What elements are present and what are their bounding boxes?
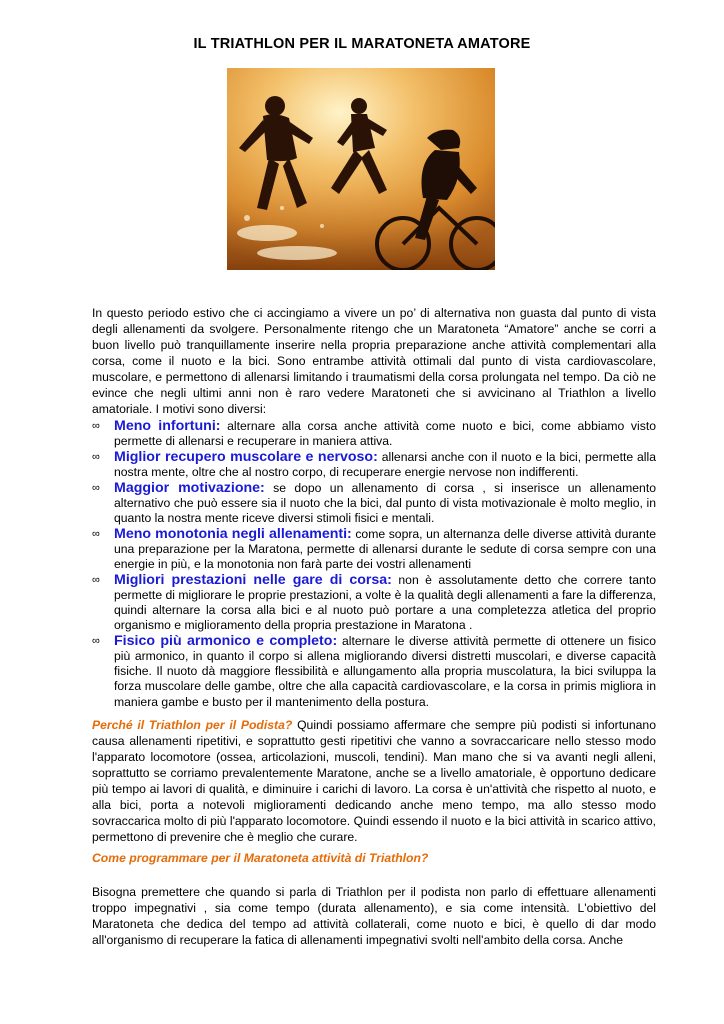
- why-paragraph: [92, 717, 656, 845]
- bullet-lead: Fisico più armonico e completo:: [114, 632, 338, 649]
- list-item: [92, 450, 656, 480]
- program-paragraph: Bisogna premettere che quando si parla di Triathlon per il podista non parlo di effettuare allenamenti troppo impegnativi , sia come tempo (durata allenamento), e sia come intensità. L'obiettivo del Maratoneta che dedica del tempo ad attività collaterali, come nuoto e bici, è quello di dar modo all'organismo di recuperare la fatica di allenamenti impegnativi svolti nell'ambito della corsa. Anche: [92, 885, 656, 947]
- bullet-lead: Meno monotonia negli allenamenti:: [114, 525, 352, 542]
- intro-paragraph: In questo periodo estivo che ci accingiamo a vivere un po’ di alternativa non guasta dal punto di vista degli allenamenti da svolgere. Personalmente ritengo che un Maratoneta “Amatore” anche se corri a buon livello può tranquillamente inserire nella propria preparazione anche attività complementari alla corsa, come il nuoto e la bici. Sono entrambe attività ottimali dal punto di vista cardiovascolare, muscolare, e permettono di allenarsi limitando i traumatismi della corsa prolungata nel tempo. Da ciò ne evince che negli ultimi anni non è raro vedere Maratoneti che si avvicinano al Triathlon a livello amatoriale. I motivi sono diversi:: [92, 306, 656, 416]
- infinity-bullet-icon: ∞: [92, 634, 100, 647]
- list-item: [92, 419, 656, 449]
- infinity-bullet-icon: ∞: [92, 450, 100, 463]
- program-heading: Come programmare per il Maratoneta attività di Triathlon?: [92, 851, 429, 865]
- list-item: [92, 634, 656, 710]
- bullet-lead: Maggior motivazione:: [114, 479, 265, 496]
- bullet-text: non è assolutamente detto che correre tanto permette di migliorare le proprie prestazioni, a volte è la qualità degli allenamenti a fare la differenza, quindi alternare la corsa alla bici e al nuoto può portare a una completezza atletica del proprio organismo e miglioramento della propria prestazione in Maratona .: [114, 572, 656, 633]
- triathlon-photo: [227, 68, 495, 270]
- bullet-text: alternare le diverse attività permette di ottenere un fisico più armonico, in quanto il corpo si allena migliorando diversi distretti muscolari, e diverse capacità fisiche. Il nuoto dà maggiore flessibilità e allungamento alla propria muscolatura, la bici sviluppa la forza muscolare delle gambe, oltre che alla capacità cardiovascolare, e la corsa in primis migliora in maniera gambe e busto per il mantenimento della postura.: [114, 633, 656, 709]
- reasons-list: [92, 419, 656, 710]
- bullet-lead: Miglior recupero muscolare e nervoso:: [114, 448, 378, 465]
- infinity-bullet-icon: ∞: [92, 527, 100, 540]
- bullet-text: allenarsi anche con il nuoto e la bici, permette alla nostra mente, oltre che al nostro corpo, di recuperare energie nervose non indifferenti.: [114, 449, 656, 479]
- why-heading: Perché il Triathlon per il Podista?: [92, 718, 293, 732]
- bullet-lead: Meno infortuni:: [114, 418, 221, 434]
- page-title: IL TRIATHLON PER IL MARATONETA AMATORE: [193, 36, 531, 52]
- bullet-text: se dopo un allenamento di corsa , si inserisce un allenamento alternativo che può essere sia il nuoto che la bici, dal punto di vista motivazionale è molto meglio, in quanto la nostra mente riceve diversi stimoli fisici e mentali.: [114, 480, 656, 525]
- bullet-lead: Migliori prestazioni nelle gare di corsa:: [114, 571, 392, 588]
- list-item: [92, 527, 656, 573]
- infinity-bullet-icon: ∞: [92, 481, 100, 494]
- bullet-text: come sopra, un alternanza delle diverse attività durante una preparazione per la Maratona, permette di allenarsi durante le sedute di corsa sempre con una energie in più, e la monotonia non farà parte dei vostri allenamenti: [114, 526, 656, 571]
- infinity-bullet-icon: ∞: [92, 573, 100, 586]
- bullet-text: alternare alla corsa anche attività come nuoto e bici, come abbiamo visto permette di allenarsi e recuperare in maniera attiva.: [114, 419, 656, 449]
- infinity-bullet-icon: ∞: [92, 420, 100, 432]
- list-item: [92, 481, 656, 527]
- why-text: Quindi possiamo affermare che sempre più podisti si infortunano causa allenamenti ripetitivi, e soprattutto gesti ripetitivi che vanno a sovraccaricare nello stesso modo l'apparato locomotore (ossea, articolazioni, muscoli, tendini). Man mano che si va avanti negli alleni, soprattutto se corriamo prevalentemente Maratone, anche se a livello amatoriale, è opportuno dedicare più tempo ai lavori di qualità, e diminuire i carichi di lavoro. La corsa è un'attività che rispetto al nuoto, e alla bici, porta a notevoli miglioramenti dedicando anche meno tempo, ma allo stesso modo sovraccarica molto di più l'apparato locomotore. Quindi essendo il nuoto e la bici attività in scarico attivo, permettono di prevenire che è meglio che curare.: [92, 718, 656, 844]
- list-item: [92, 573, 656, 634]
